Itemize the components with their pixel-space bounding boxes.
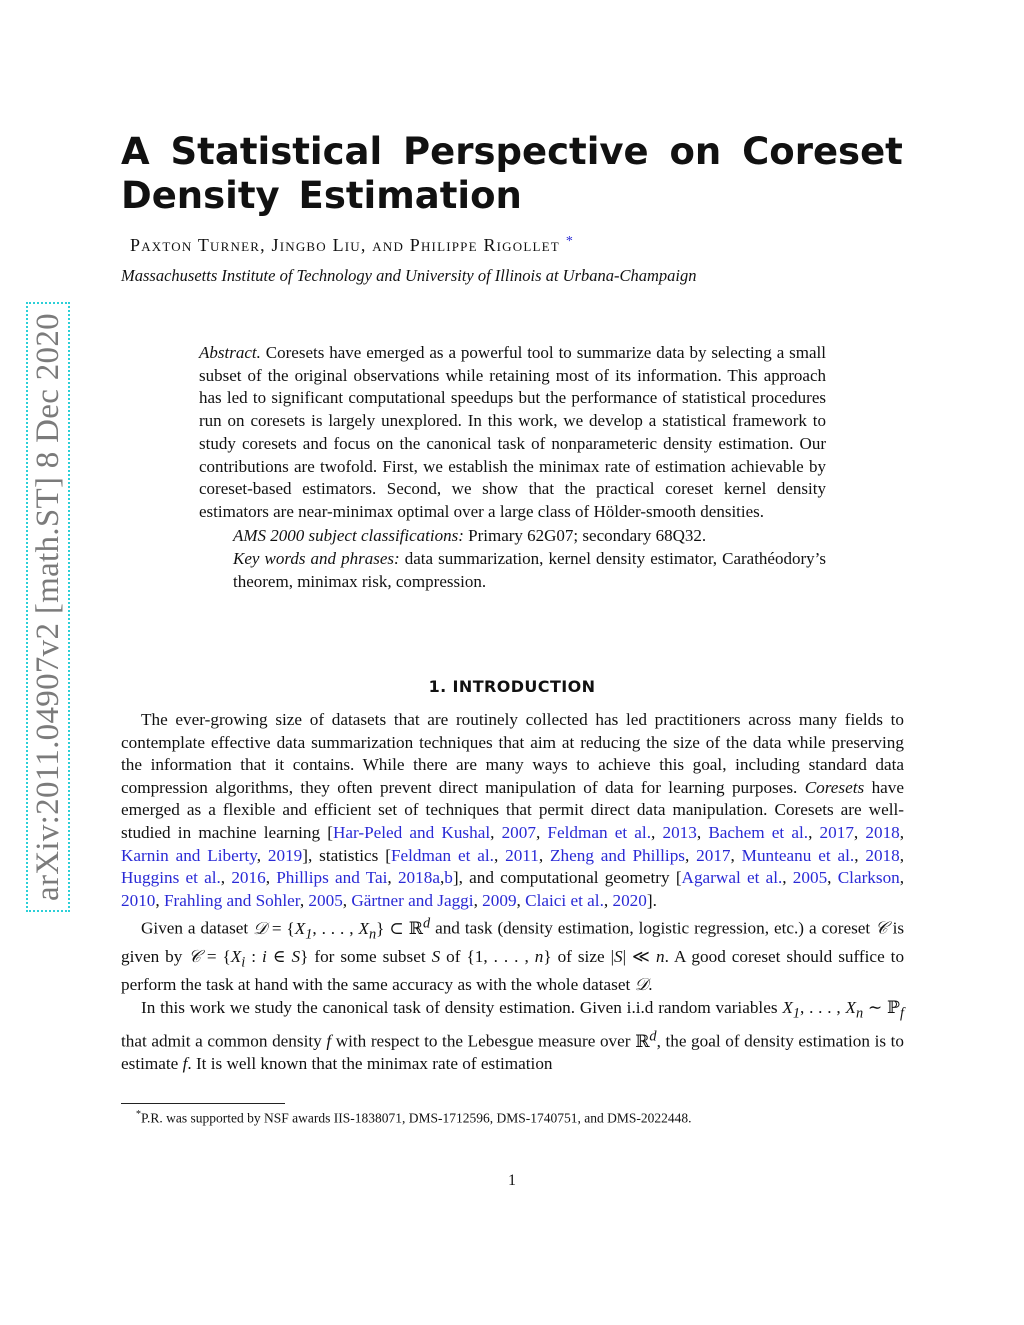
ref-year-link[interactable]: 2005 [308, 890, 343, 910]
ref-link[interactable]: Bachem et al. [708, 822, 809, 842]
ref-link[interactable]: Feldman et al. [390, 845, 494, 865]
p3-text-d: the goal of density estimation is to estimate [121, 1031, 905, 1074]
math-dataset-symbol: 𝒟. [634, 975, 653, 995]
p2-text-c: is given by [121, 919, 905, 967]
section-heading-introduction: 1. INTRODUCTION [428, 677, 596, 696]
introduction-body [121, 709, 904, 1076]
math-coreset-symbol: 𝒞 [875, 919, 888, 939]
intro-paragraph-3 [121, 997, 904, 1076]
p2-text-b: and task (density estimation, logistic regression, etc.) a coreset [435, 919, 871, 939]
paper-title [121, 130, 903, 218]
p2-text-f: of size [557, 947, 605, 967]
ams-text: Primary 62G07; secondary 68Q32. [468, 525, 707, 545]
math-subset-symbol: S [431, 947, 441, 967]
footnote-mark: * [136, 1109, 141, 1120]
ref-year-link[interactable]: 2007 [501, 822, 536, 842]
p1-text-3: statistics [ [319, 845, 391, 865]
ref-year-link[interactable]: 2018 [865, 845, 900, 865]
ams-label: AMS 2000 subject classifications: [233, 525, 464, 545]
abstract-label: Abstract. [199, 343, 261, 362]
p1-emphasis: Coresets [804, 777, 865, 797]
p1-text-4: and computational geometry [ [469, 868, 682, 888]
ref-link[interactable]: Frahling and Sohler [163, 890, 300, 910]
p2-text-e: of [446, 947, 461, 967]
abstract-text: Coresets have emerged as a powerful tool to summarize data by selecting a small subset of the original observations while retaining most of its information. This approach has led to significant computational speedups but the performance of statistical procedures run on coresets is largely unexplored. In this work, we develop a statistical framework to study coresets and focus on the canonical task of nonparameteric density estimation. Our contributions are twofold. First, we establish the minimax rate of estimation achievable by coreset-based estimators. Second, we show that the practical coreset kernel density estimators are near-minimax optimal over a large class of Hölder-smooth densities. [199, 343, 826, 521]
ref-year-link[interactable]: 2011 [505, 845, 539, 865]
ref-year-link[interactable]: 2017 [696, 845, 731, 865]
ref-link[interactable]: Munteanu et al. [741, 845, 855, 865]
ref-year-link[interactable]: 2020 [612, 890, 647, 910]
ref-link[interactable]: Phillips and Tai [276, 868, 388, 888]
title-line-1: A Statistical Perspective on Coreset [121, 130, 903, 173]
page-number: 1 [508, 1172, 516, 1189]
ref-year-link[interactable]: 2018a [397, 868, 440, 888]
ref-year-link[interactable]: 2016 [231, 868, 266, 888]
ref-year-link[interactable]: 2009 [482, 890, 517, 910]
ref-year-link[interactable]: 2019 [267, 845, 303, 865]
ref-year-link[interactable]: b [444, 868, 453, 888]
p3-text-a: In this work we study the canonical task of density estimation. Given i.i.d random variables [141, 997, 778, 1017]
ref-link[interactable]: Claici et al. [525, 890, 604, 910]
math-size-condition: |S| ≪ n. [610, 947, 669, 967]
footnote-text: P.R. was supported by NSF awards IIS-1838071, DMS-1712596, DMS-1740751, and DMS-2022448. [141, 1110, 692, 1126]
keywords-label: Key words and phrases: [233, 549, 400, 569]
abstract-body [199, 342, 826, 524]
p2-text-g: A good coreset should suffice to perform the task at hand with the same accuracy as with the whole dataset [121, 947, 905, 995]
footnote-rule [121, 1103, 285, 1104]
ref-link[interactable]: Har-Peled and Kushal [332, 822, 491, 842]
p3-text-b: that admit a common density [121, 1031, 322, 1051]
ams-classification [233, 525, 826, 548]
ref-year-link[interactable]: 2005 [792, 868, 828, 888]
ref-link[interactable]: Feldman et al. [547, 822, 652, 842]
author-footnote-mark[interactable]: * [565, 234, 575, 249]
ref-year-link[interactable]: 2018 [865, 822, 900, 842]
p3-text-e: It is well known that the minimax rate of estimation [195, 1054, 553, 1074]
p2-text-d: for some subset [314, 947, 426, 967]
footnote [136, 1109, 692, 1127]
p2-text-a: Given a dataset [141, 919, 249, 939]
p1-text-2: have emerged as a flexible and efficient set of techniques that permit direct data manipulation. Coresets are well-studied in machine learning [ [121, 777, 905, 842]
keywords-text: data summarization, kernel density estimator, Carathéodory’s theorem, minimax risk, compression. [233, 549, 826, 592]
authors [130, 234, 574, 256]
math-index-set: {1, . . . , n} [466, 947, 552, 967]
abstract [199, 342, 826, 594]
math-random-variables: $X_1$, . . . , $X_n$ ∼ ℙ$_f$ [782, 997, 905, 1022]
intro-paragraph-1: The ever-growing size of datasets that are routinely collected has led practitioners across many fields to contemplate effective data summarization techniques that aim at reducing the size of the data while preserving the information that it contains. While there are many ways to achieve this goal, including standard data compression algorithms, they often prevent direct manipulation of data for learning purposes. Coresets have emerged as a flexible and efficient set of techniques that permit direct data manipulation. Coresets are well-studied in machine learning [Har-Peled and Kushal, 2007, Feldman et al., 2013, Bachem et al., 2017, 2018, Karnin and Liberty, 2019], statistics [Feldman et al., 2011, Zheng and Phillips, 2017, Munteanu et al., 2018, Huggins et al., 2016, Phillips and Tai, 2018a,b], and computational geometry [Agarwal et al., 2005, Clarkson, 2010, Frahling and Sohler, 2005, Gärtner and Jaggi, 2009, Claici et al., 2020]. [121, 710, 905, 910]
title-line-2: Density Estimation [121, 174, 522, 217]
affiliation: Massachusetts Institute of Technology and University of Illinois at Urbana-Champaign [121, 266, 697, 285]
math-coreset-def: 𝒞 = {$X_i$ : i ∈ S} [188, 947, 309, 971]
math-estimate-f: f. [182, 1054, 192, 1074]
ref-year-link[interactable]: 2010 [121, 890, 156, 910]
ref-link[interactable]: Gärtner and Jaggi [351, 890, 474, 910]
arxiv-stamp[interactable]: arXiv:2011.04907v2 [math.ST] 8 Dec 2020 [26, 302, 70, 912]
ref-year-link[interactable]: 2017 [819, 822, 854, 842]
ref-link[interactable]: Agarwal et al. [681, 868, 783, 888]
p3-text-c: with respect to the Lebesgue measure over [335, 1031, 631, 1051]
p1-text-1: The ever-growing size of datasets that are routinely collected has led practitioners across many fields to contemplate effective data summarization techniques that aim at reducing the size of the data while preserving the information that it contains. While there are many ways to achieve this goal, including standard data compression algorithms, they often prevent direct manipulation of data for learning purposes. [121, 710, 904, 797]
ref-link[interactable]: Zheng and Phillips [550, 845, 685, 865]
ref-link[interactable]: Karnin and Liberty [121, 845, 257, 865]
ref-year-link[interactable]: 2013 [662, 822, 697, 842]
author-names: Paxton Turner, Jingbo Liu, and Philippe Rigollet [130, 235, 560, 255]
ref-link[interactable]: Clarkson [837, 868, 900, 888]
ref-link[interactable]: Huggins et al. [121, 868, 221, 888]
math-dataset: 𝒟 = {$X_1$, . . . , $X_n$} ⊂ ℝ$^d$ [253, 915, 431, 943]
intro-paragraph-2 [121, 912, 904, 996]
keywords [233, 548, 826, 593]
math-density-f: f [326, 1031, 332, 1051]
math-rd: ℝ$^d$, [635, 1027, 661, 1051]
